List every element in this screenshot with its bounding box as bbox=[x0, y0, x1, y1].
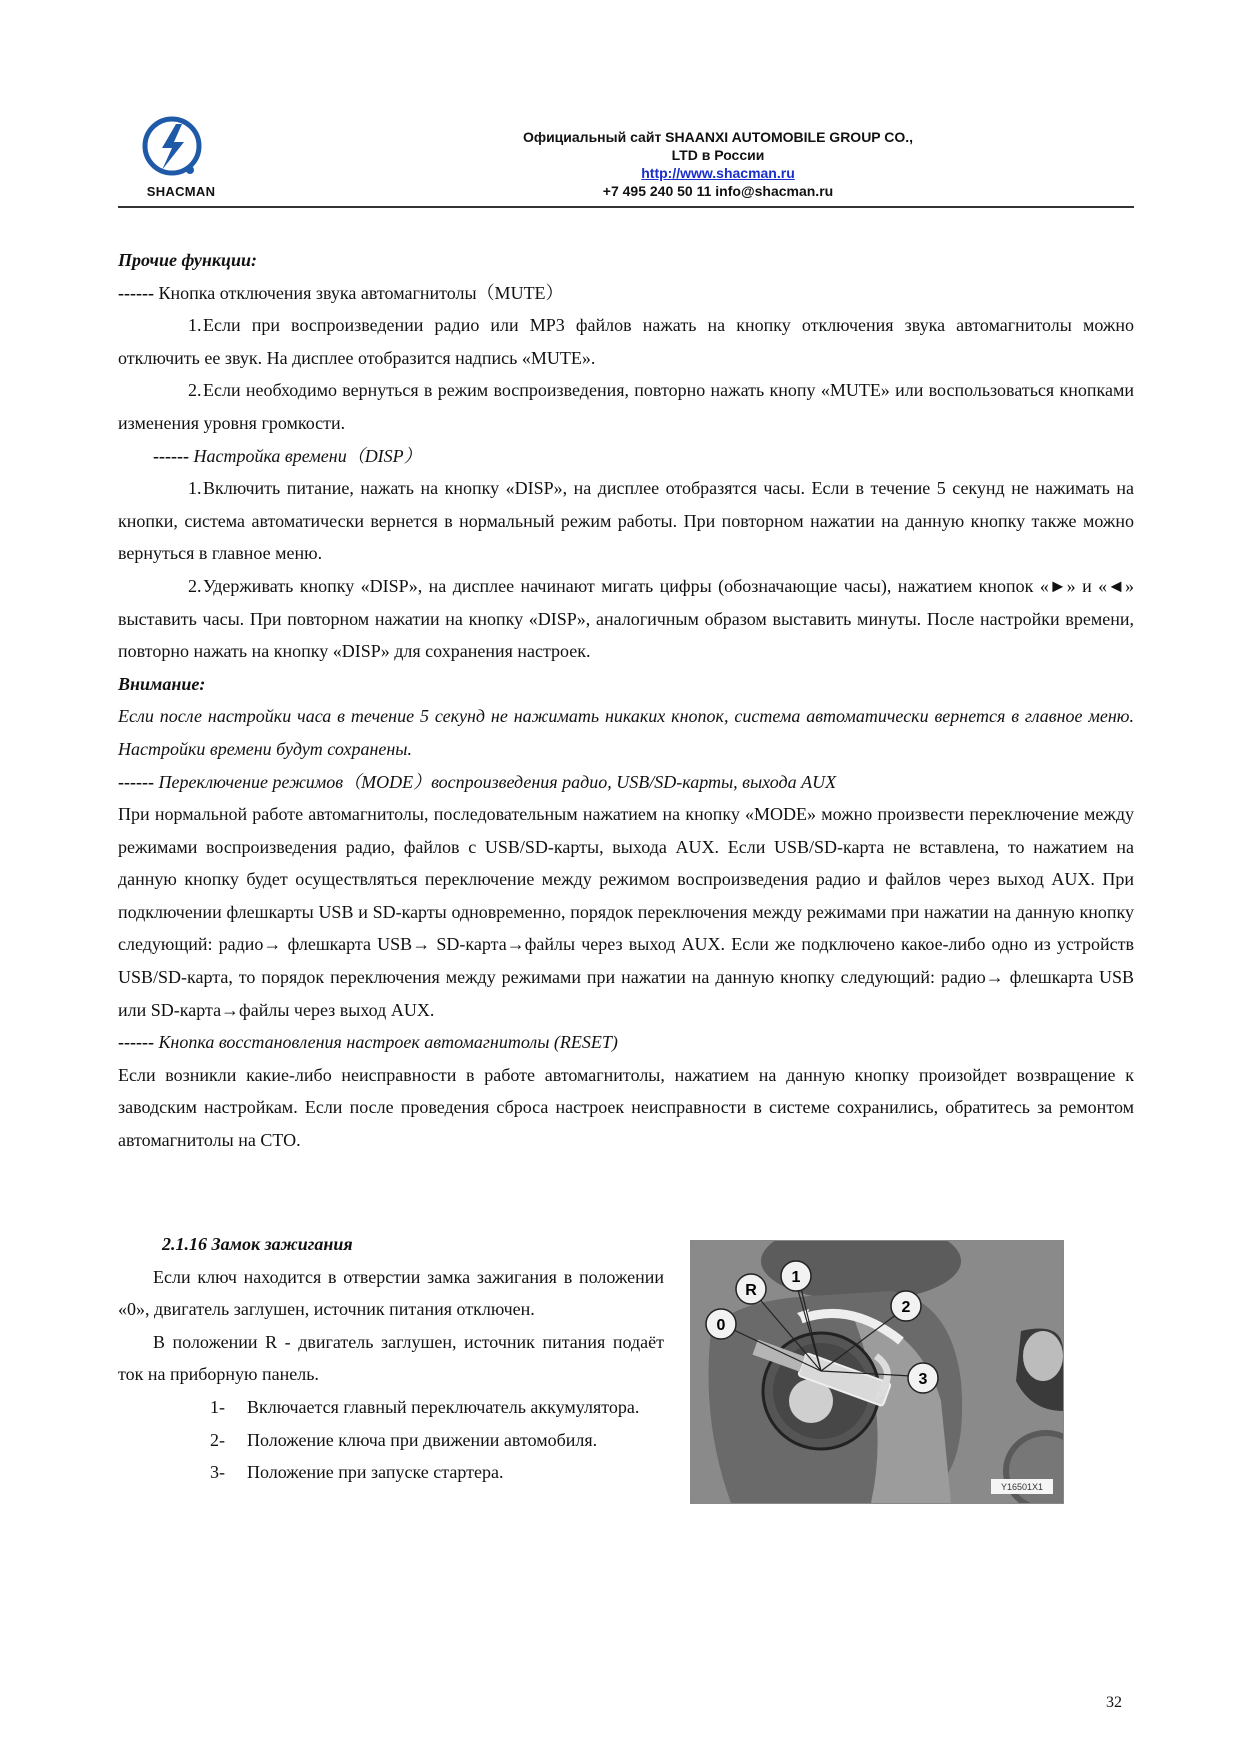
ignition-section bbox=[118, 1228, 664, 1489]
position-marker-1 bbox=[781, 1261, 811, 1291]
ignition-lock-figure bbox=[690, 1240, 1064, 1504]
item-text: Включить питание, нажать на кнопку «DISP», на дисплее отобразятся часы. Если в течение 5 секунд не нажимать на кнопки, система автоматически вернется в нормальный режим работы. При повторном нажатии на данную кнопку также можно вернуться в главное меню. bbox=[118, 478, 1134, 564]
item-number: 1. bbox=[188, 478, 202, 499]
marker-label: 1 bbox=[791, 1269, 801, 1286]
section-heading: 2.1.16 Замок зажигания bbox=[162, 1234, 353, 1254]
attention-text: Если после настройки часа в течение 5 секунд не нажимать никаких кнопок, система автоматически вернется в главное меню. Настройки времени будут сохранены. bbox=[118, 706, 1134, 759]
figure-code: Y16501X1 bbox=[1000, 1482, 1044, 1492]
item-text: Удерживать кнопку «DISP», на дисплее начинают мигать цифры (обозначающие часы), нажатием кнопок «►» и «◄» выставить часы. При повторном нажатии на кнопку «DISP», аналогичным образом выставить минуты. После настройки времени, повторно нажать на кнопку «DISP» для сохранения настроек. bbox=[118, 575, 1134, 662]
item-number: 2- bbox=[210, 1429, 225, 1450]
position-list bbox=[118, 1391, 664, 1489]
other-functions-title: Прочие функции: bbox=[118, 250, 258, 270]
dash-marker: ------ bbox=[153, 445, 189, 466]
position-marker-2 bbox=[891, 1291, 921, 1321]
item-number: 2. bbox=[188, 380, 202, 401]
marker-label: R bbox=[745, 1282, 757, 1299]
list-item bbox=[210, 1424, 664, 1457]
dash-marker: ------ bbox=[118, 771, 154, 792]
reset-title: Кнопка восстановления настроек автомагнитолы (RESET) bbox=[153, 1032, 618, 1053]
item-text: Если при воспроизведении радио или MP3 файлов нажать на кнопку отключения звука автомагнитолы можно отключить ее звук. На дисплее отобразится надпись «MUTE». bbox=[118, 315, 1134, 368]
marker-label: 0 bbox=[716, 1317, 726, 1334]
disp-subtitle bbox=[118, 440, 1134, 473]
mute-subtitle bbox=[118, 277, 1134, 310]
attention-title: Внимание: bbox=[118, 673, 206, 694]
disp-item-2 bbox=[118, 570, 1134, 668]
page-header bbox=[118, 112, 1134, 208]
ignition-para-2: В положении R - двигатель заглушен, источник питания подаёт ток на приборную панель. bbox=[118, 1331, 664, 1385]
item-text: Включается главный переключатель аккумулятора. bbox=[247, 1396, 640, 1417]
item-number: 2. bbox=[188, 575, 202, 596]
disp-title: Настройка времени（DISP） bbox=[188, 445, 422, 466]
item-number: 1- bbox=[210, 1396, 225, 1417]
mode-subtitle bbox=[118, 766, 1134, 799]
page-number: 32 bbox=[1106, 1694, 1122, 1711]
item-number: 3- bbox=[210, 1462, 225, 1483]
header-contacts: +7 495 240 50 11 info@shacman.ru bbox=[602, 183, 834, 199]
item-text: Если необходимо вернуться в режим воспроизведения, повторно нажать кнопу «MUTE» или воспользоваться кнопками изменения уровня громкости. bbox=[118, 380, 1134, 433]
website-link[interactable]: http://www.shacman.ru bbox=[641, 165, 795, 181]
marker-label: 2 bbox=[901, 1299, 911, 1316]
main-content bbox=[118, 244, 1134, 1157]
ignition-lock-illustration bbox=[691, 1241, 1063, 1503]
item-number: 1. bbox=[188, 315, 202, 336]
position-marker-0 bbox=[706, 1309, 736, 1339]
dash-marker: ------ bbox=[118, 1032, 154, 1053]
position-marker-3 bbox=[908, 1363, 938, 1393]
mute-item-1 bbox=[118, 309, 1134, 374]
item-text: Положение ключа при движении автомобиля. bbox=[247, 1429, 598, 1450]
mode-title: Переключение режимов（MODE）воспроизведения радио, USB/SD-карты, выхода AUX bbox=[153, 771, 837, 792]
dash-marker: ------ bbox=[118, 282, 154, 303]
reset-text: Если возникли какие-либо неисправности в работе автомагнитолы, нажатием на данную кнопку произойдет возвращение к заводским настройкам. Если после проведения сброса настроек неисправности в системе сохранились, обратитесь за ремонтом автомагнитолы на СТО. bbox=[118, 1064, 1134, 1151]
list-item bbox=[210, 1391, 664, 1424]
mode-text: При нормальной работе автомагнитолы, последовательным нажатием на кнопку «MODE» можно произвести переключение между режимами воспроизведения радио, файлов с USB/SD-карты, выхода AUX. Если USB/SD-карта не вставлена, то нажатием на данную кнопку будет осуществляться переключение между режимом воспроизведения радио и файлов через выход AUX. При подключении флешкарты USB и SD-карты одновременно, порядок переключения между режимами при нажатии на данную кнопку следующий: радио→ флешкарта USB→ SD-карта→файлы через выход AUX. Если же подключено какое-либо одно из устройств USB/SD-карта, то порядок переключения между режимами при нажатии на данную кнопку следующий: радио→ флешкарта USB или SD-карта→файлы через выход AUX. bbox=[118, 804, 1134, 1020]
logo-text: SHACMAN bbox=[146, 184, 216, 199]
position-marker-r bbox=[736, 1274, 766, 1304]
item-text: Положение при запуске стартера. bbox=[247, 1462, 504, 1483]
header-divider bbox=[118, 206, 1134, 208]
disp-item-1 bbox=[118, 472, 1134, 570]
list-item bbox=[210, 1456, 664, 1489]
marker-label: 3 bbox=[918, 1371, 928, 1388]
mute-title: Кнопка отключения звука автомагнитолы（MUTE） bbox=[153, 282, 564, 303]
reset-subtitle bbox=[118, 1026, 1134, 1059]
mute-item-2 bbox=[118, 374, 1134, 439]
header-info bbox=[418, 128, 1018, 200]
header-line-1: Официальный сайт SHAANXI AUTOMOBILE GROUP CO., bbox=[522, 129, 914, 145]
header-line-2: LTD в России bbox=[671, 147, 765, 163]
ignition-para-1: Если ключ находится в отверстии замка зажигания в положении «0», двигатель заглушен, источник питания отключен. bbox=[118, 1266, 664, 1320]
